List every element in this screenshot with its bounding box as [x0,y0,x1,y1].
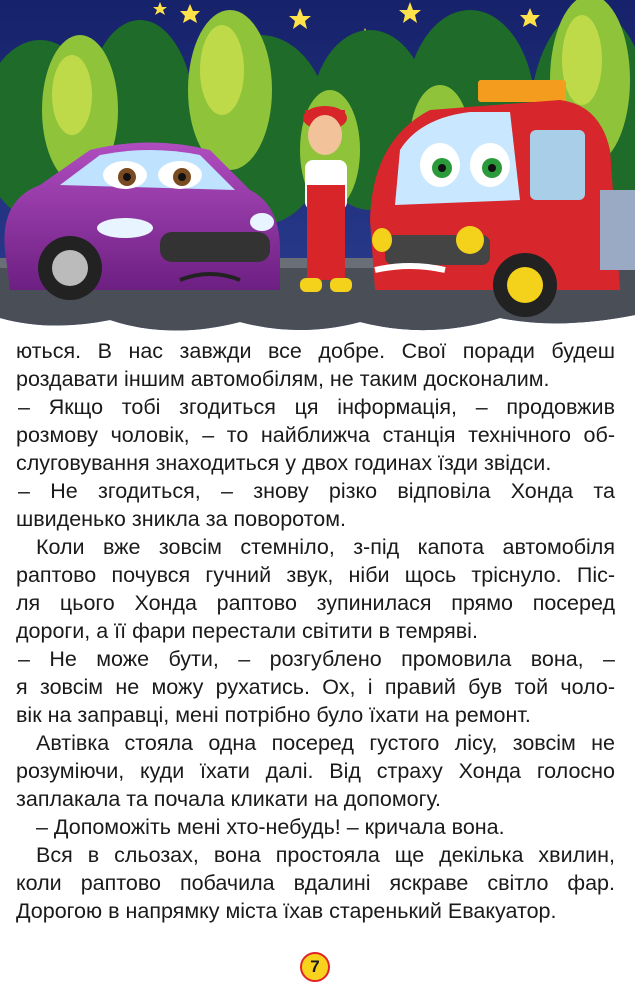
page-number: 7 [300,952,330,982]
text-line: ються. В нас завжди все добре. Свої поради будеш [16,339,615,363]
text-line: дороги, а її фари перестали світити в темряві. [16,619,478,643]
text-line: заплакала та почала кликати на допомогу. [16,787,442,811]
text-line: швиденько зникла за поворотом. [16,507,346,531]
text-line: раптово почувся гучний звук, ніби щось тріснуло. Піс- [16,563,615,587]
text-line: роздавати іншим автомобілям, не таким досконалим. [16,367,550,391]
text-line: слуговування знаходиться у двох годинах їзди звідси. [16,451,552,475]
text-line: розмову чоловік, – то найближча станція технічного об- [16,423,615,447]
text-line: вік на заправці, мені потрібно було їхати на ремонт. [16,703,531,727]
text-line: Дорогою в напрямку міста їхав старенький Евакуатор. [16,899,557,923]
text-line: Коли вже зовсім стемніло, з-під капота автомобіля [36,535,615,559]
story-text [16,337,615,925]
text-line: – Якщо тобі згодиться ця інформація, – продовжив [18,395,615,419]
text-line: я зовсім не можу рухатись. Ох, і правий був той чоло- [16,675,615,699]
text-line: коли раптово побачила вдалині яскраве світло фар. [16,871,615,895]
text-line: – Не може бути, – розгублено промовила вона, – [18,647,615,671]
illustration-night-forest-scene [0,0,635,345]
text-line: розуміючи, куди їхати далі. Від страху Хонда голосно [16,759,615,783]
text-line: Автівка стояла одна посеред густого лісу, зовсім не [36,731,615,755]
text-line: – Допоможіть мені хто-небудь! – кричала вона. [36,815,505,839]
text-line: Вся в сльозах, вона простояла ще декілька хвилин, [36,843,615,867]
text-line: ля цього Хонда раптово зупинилася прямо посеред [16,591,615,615]
text-line: – Не згодиться, – знову різко відповіла Хонда та [18,479,615,503]
